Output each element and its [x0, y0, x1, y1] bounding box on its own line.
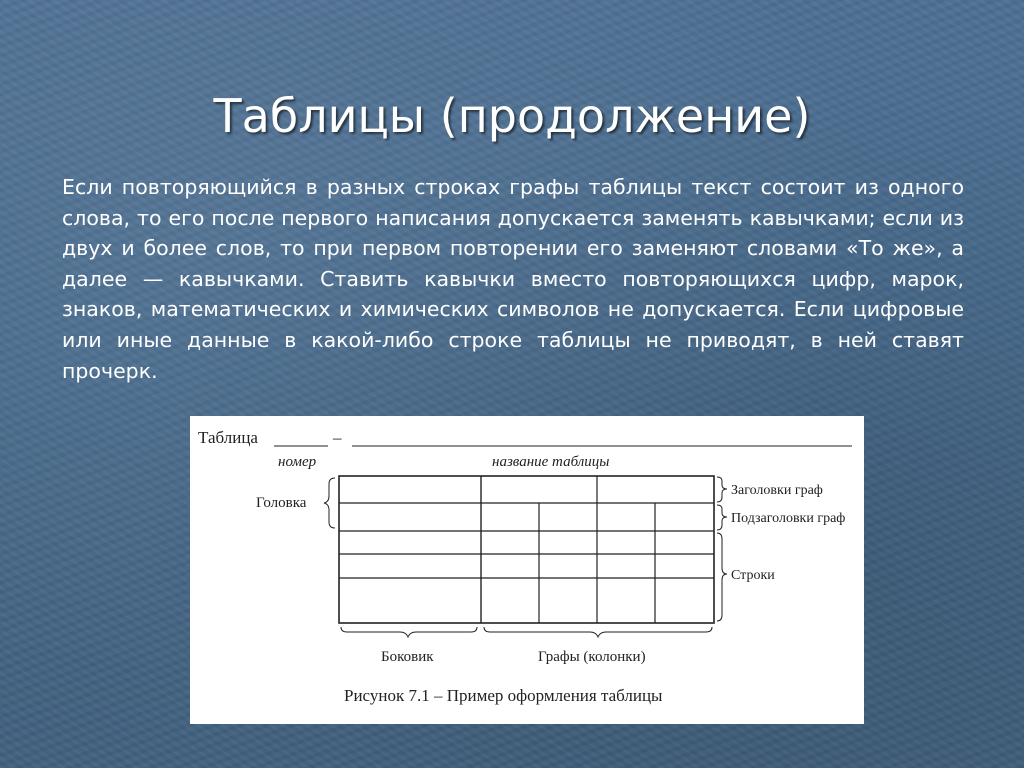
head-brace	[324, 478, 335, 528]
table-outline	[339, 476, 714, 623]
table-grid	[339, 476, 714, 623]
subheaders-label: Подзаголовки граф	[731, 511, 846, 526]
rows-brace	[717, 533, 727, 621]
column-headers-label: Заголовки граф	[731, 483, 823, 498]
head-label: Головка	[256, 495, 307, 511]
table-diagram	[190, 416, 864, 724]
columns-brace	[484, 627, 712, 637]
title-dash: –	[333, 428, 342, 447]
table-layout-figure	[190, 416, 864, 724]
stub-label: Боковик	[381, 649, 434, 665]
table-word-label: Таблица	[198, 428, 258, 447]
slide-body-text: Если повторяющийся в разных строках графы таблицы текст состоит из одного слова, то его после первого написания допускается заменять кавычками; если из двух и более слов, то при первом повторении его заменяют словами «То же», а далее — кавычками. Ставить кавычки вместо повторяющихся цифр, марок, знаков, математических и химических символов не допускается. Если цифровые или иные данные в какой-либо строке таблицы не приводят, в ней ставят прочерк.	[62, 175, 964, 383]
rows-label: Строки	[731, 568, 775, 583]
slide-title: Таблицы (продолжение)	[213, 89, 811, 143]
number-caption: номер	[278, 454, 317, 470]
figure-caption: Рисунок 7.1 – Пример оформления таблицы	[344, 686, 663, 705]
columns-label: Графы (колонки)	[538, 649, 646, 665]
table-name-caption: название таблицы	[492, 454, 610, 470]
column-headers-brace	[717, 477, 727, 502]
stub-brace	[341, 627, 477, 637]
subheaders-brace	[717, 505, 727, 530]
